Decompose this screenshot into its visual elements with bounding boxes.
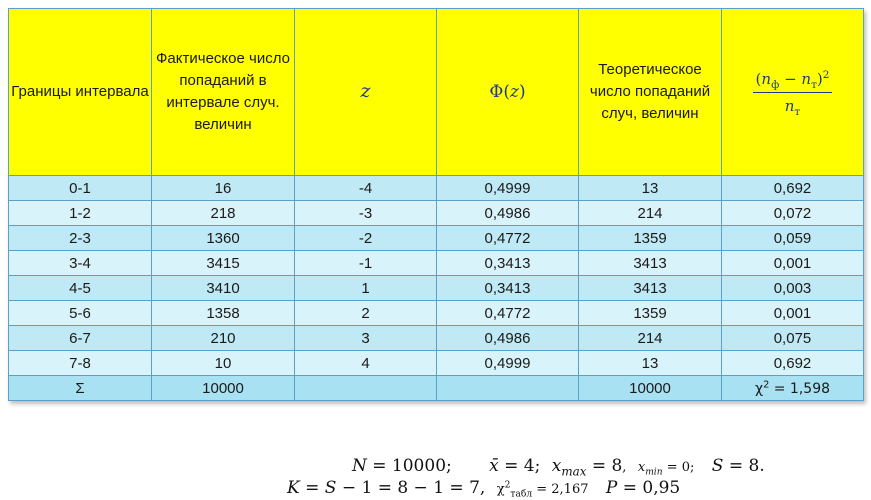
cell-chi: 0,059 [722, 226, 864, 251]
chi-fraction [753, 68, 833, 117]
cell-z: -2 [295, 226, 437, 251]
header-chi-formula [722, 9, 864, 176]
formula-xmax: $x_{max} = 8$, [551, 456, 627, 479]
formula-p: P = 0,95 [605, 478, 681, 498]
table-row [9, 276, 864, 301]
header-observed: Фактическое число попаданий в интервале случ. величин [152, 9, 295, 176]
cell-theoretical: 1359 [579, 301, 722, 326]
phi-arg: z [509, 81, 519, 102]
cell-observed: 10 [152, 351, 295, 376]
cell-phi: 0,4999 [437, 351, 579, 376]
cell-z: 2 [295, 301, 437, 326]
cell-theoretical: 214 [579, 326, 722, 351]
cell-z: -1 [295, 251, 437, 276]
cell-observed: 210 [152, 326, 295, 351]
cell-interval: 1-2 [9, 201, 152, 226]
cell-phi: 0,4772 [437, 301, 579, 326]
cell-interval: 3-4 [9, 251, 152, 276]
table-row [9, 226, 864, 251]
formula-xbar: x̄ = 4; [489, 456, 541, 476]
cell-observed: 16 [152, 176, 295, 201]
formula-line-1 [352, 456, 765, 479]
cell-interval: 5-6 [9, 301, 152, 326]
formula-chi-table: $\chi^2_{табл} = 2,167$ [496, 480, 589, 500]
formula-line-2 [287, 478, 680, 498]
cell-observed: 1360 [152, 226, 295, 251]
cell-observed: 3415 [152, 251, 295, 276]
formula-n: N = 10000; [352, 456, 452, 476]
cell-chi: 0,075 [722, 326, 864, 351]
table-row [9, 301, 864, 326]
cell-chi: 0,692 [722, 176, 864, 201]
z-symbol: z [360, 80, 371, 102]
cell-chi: 0,001 [722, 251, 864, 276]
cell-observed: 3410 [152, 276, 295, 301]
cell-phi: 0,3413 [437, 251, 579, 276]
cell-theoretical: 1359 [579, 226, 722, 251]
sum-chi-square: $\chi^2 = 1,598$ [722, 376, 864, 401]
table-row [9, 251, 864, 276]
formula-s: S = 8. [711, 456, 765, 476]
header-row [9, 9, 864, 176]
cell-theoretical: 214 [579, 201, 722, 226]
cell-observed: 1358 [152, 301, 295, 326]
cell-z: 4 [295, 351, 437, 376]
phi-formula: Φ(z) [489, 81, 526, 102]
table-row [9, 201, 864, 226]
cell-z: -4 [295, 176, 437, 201]
table-row [9, 176, 864, 201]
cell-chi: 0,003 [722, 276, 864, 301]
sum-phi-empty [437, 376, 579, 401]
cell-chi: 0,692 [722, 351, 864, 376]
cell-theoretical: 3413 [579, 251, 722, 276]
table-row [9, 326, 864, 351]
formula-k: K = S − 1 = 8 − 1 = 7, [287, 478, 486, 498]
sum-symbol: Σ [9, 376, 152, 401]
cell-interval: 4-5 [9, 276, 152, 301]
cell-z: 1 [295, 276, 437, 301]
cell-chi: 0,001 [722, 301, 864, 326]
header-interval: Границы интервала [9, 9, 152, 176]
table-row [9, 351, 864, 376]
sum-observed: 10000 [152, 376, 295, 401]
cell-interval: 6-7 [9, 326, 152, 351]
cell-z: 3 [295, 326, 437, 351]
cell-theoretical: 13 [579, 176, 722, 201]
cell-theoretical: 3413 [579, 276, 722, 301]
phi-symbol: Φ [489, 81, 504, 102]
cell-phi: 0,3413 [437, 276, 579, 301]
cell-interval: 2-3 [9, 226, 152, 251]
header-phi [437, 9, 579, 176]
chi-fraction-numerator: $(n_ф - n_т)^2$ [753, 68, 833, 93]
cell-chi: 0,072 [722, 201, 864, 226]
cell-phi: 0,4986 [437, 201, 579, 226]
cell-phi: 0,4772 [437, 226, 579, 251]
sum-row [9, 376, 864, 401]
cell-theoretical: 13 [579, 351, 722, 376]
formula-xmin: $x_{min} = 0$; [637, 460, 695, 478]
sum-theoretical: 10000 [579, 376, 722, 401]
header-theoretical: Теоретическое число попаданий случ, величин [579, 9, 722, 176]
cell-z: -3 [295, 201, 437, 226]
sum-z-empty [295, 376, 437, 401]
cell-phi: 0,4999 [437, 176, 579, 201]
header-z [295, 9, 437, 176]
cell-phi: 0,4986 [437, 326, 579, 351]
chi-fraction-denominator: $n_т$ [784, 96, 801, 118]
cell-observed: 218 [152, 201, 295, 226]
cell-interval: 0-1 [9, 176, 152, 201]
chi-square-table [8, 8, 864, 401]
cell-interval: 7-8 [9, 351, 152, 376]
